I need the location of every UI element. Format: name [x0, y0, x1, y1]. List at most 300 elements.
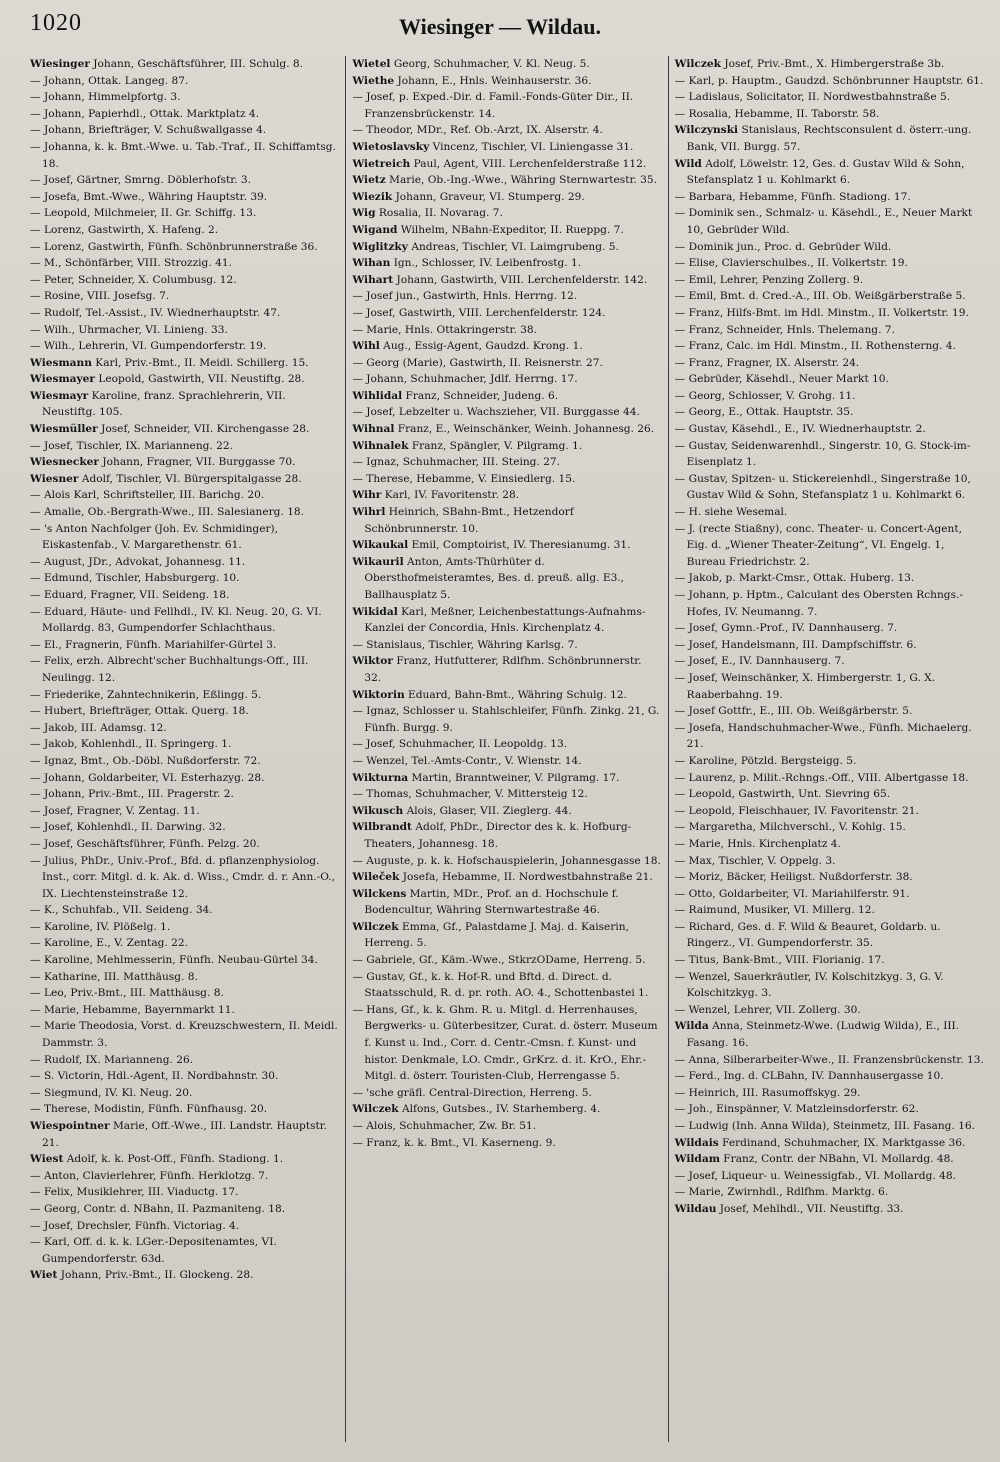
- entry-text: — Margaretha, Milchverschl., V. Kohlg. 15.: [674, 821, 906, 834]
- entry-surname: Wikusch: [352, 804, 404, 817]
- directory-entry: [30, 504, 339, 521]
- entry-text: — Dominik sen., Schmalz- u. Käsehdl., E., Neuer Markt 10, Gebrüder Wild.: [674, 207, 973, 236]
- directory-entry: [30, 637, 339, 654]
- entry-surname: Wihnalek: [352, 439, 409, 452]
- entry-text: — Johann, Himmelpfortg. 3.: [30, 91, 181, 104]
- directory-entry: [30, 935, 339, 952]
- directory-entry: [675, 869, 984, 886]
- entry-text: — Emil, Bmt. d. Cred.-A., III. Ob. Weißgärberstraße 5.: [674, 290, 966, 303]
- directory-entry: [675, 653, 984, 670]
- entry-text: — Josef, Handelsmann, III. Dampfschiffstr. 6.: [674, 638, 917, 651]
- entry-text: — Therese, Modistin, Fünfh. Fünfhausg. 20.: [30, 1103, 268, 1116]
- entry-text: — Franz, Hilfs-Bmt. im Hdl. Minstm., II. Volkertstr. 19.: [674, 306, 969, 319]
- directory-entry: [352, 305, 661, 322]
- directory-entry: [675, 272, 984, 289]
- entry-text: — Ignaz, Bmt., Ob.-Döbl. Nußdorferstr. 72.: [30, 754, 261, 767]
- entry-text: — Josef, Gymn.-Prof., IV. Dannhauserg. 7.: [674, 622, 898, 635]
- directory-entry: [30, 786, 339, 803]
- entry-text: — Josef jun., Gastwirth, Hnls. Herrng. 12.: [352, 290, 578, 303]
- directory-entry: [30, 305, 339, 322]
- directory-entry: [30, 952, 339, 969]
- entry-text: — Franz, Schneider, Hnls. Thelemang. 7.: [674, 323, 895, 336]
- directory-entry: [675, 886, 984, 903]
- entry-text: Ign., Schlosser, IV. Leibenfrostg. 1.: [393, 257, 582, 270]
- entry-text: — Joh., Einspänner, V. Matzleinsdorferstr. 62.: [674, 1103, 919, 1116]
- directory-entry: [30, 1234, 339, 1267]
- directory-entry: [675, 56, 984, 73]
- directory-entry: [30, 222, 339, 239]
- entry-surname: Wigand: [352, 223, 398, 236]
- directory-entry: [30, 803, 339, 820]
- directory-entry: [675, 1151, 984, 1168]
- entry-text: — Gustav, Seidenwarenhdl., Singerstr. 10, G. Stock-im-Eisenplatz 1.: [674, 439, 971, 469]
- entry-text: — Gustav, Gf., k. k. Hof-R. und Bftd. d. Direct. d. Staatsschuld, R. d. pr. roth. AO. 4., Schottenbastei 1.: [352, 970, 649, 1000]
- entry-surname: Wiesner: [30, 472, 79, 485]
- directory-entry: [30, 587, 339, 604]
- directory-entry: [30, 288, 339, 305]
- entry-text: — Anton, Clavierlehrer, Fünfh. Herklotzg. 7.: [30, 1169, 269, 1182]
- entry-surname: Wilbrandt: [352, 821, 412, 834]
- directory-entry: [30, 421, 339, 438]
- directory-entry: [30, 1151, 339, 1168]
- entry-text: Martin, Branntweiner, V. Pilgramg. 17.: [411, 771, 620, 784]
- entry-text: — Alois, Schuhmacher, Zw. Br. 51.: [352, 1120, 537, 1132]
- directory-entry: [675, 620, 984, 637]
- directory-entry: [675, 1068, 984, 1085]
- entry-text: — Josef, Liqueur- u. Weinessigfab., VI. Mollardg. 48.: [674, 1169, 956, 1182]
- directory-entry: [675, 305, 984, 322]
- directory-entry: [675, 239, 984, 256]
- entry-text: Adolf, Tischler, VI. Bürgerspitalgasse 28.: [81, 472, 302, 485]
- entry-text: Georg, Schuhmacher, V. Kl. Neug. 5.: [393, 58, 590, 70]
- directory-entry: [675, 1085, 984, 1102]
- directory-entry: [352, 653, 661, 686]
- directory-entry: [675, 122, 984, 155]
- entry-text: — Wenzel, Lehrer, VII. Zollerg. 30.: [674, 1003, 861, 1016]
- directory-entry: [352, 853, 661, 870]
- entry-text: — Georg, Schlosser, V. Grohg. 11.: [674, 389, 856, 402]
- entry-text: Josef, Priv.-Bmt., X. Himbergerstraße 3b.: [724, 58, 945, 70]
- entry-text: — Wilh., Lehrerin, VI. Gumpendorferstr. 19.: [30, 340, 267, 353]
- directory-entry: [675, 1184, 984, 1201]
- directory-entry: [30, 521, 339, 554]
- entry-text: Rosalia, II. Novarag. 7.: [378, 207, 503, 220]
- directory-entry: [675, 753, 984, 770]
- entry-text: Josef, Mehlhdl., VII. Neustiftg. 33.: [719, 1202, 904, 1215]
- entry-text: — Jakob, Kohlenhdl., II. Springerg. 1.: [30, 738, 232, 751]
- directory-entry: [675, 438, 984, 471]
- entry-text: — Siegmund, IV. Kl. Neug. 20.: [30, 1086, 193, 1099]
- directory-entry: [352, 404, 661, 421]
- directory-entry: [675, 288, 984, 305]
- entry-text: Adolf, Löwelstr. 12, Ges. d. Gustav Wild & Sohn, Stefansplatz 1 u. Kohlmarkt 6.: [686, 157, 965, 187]
- directory-entry: [30, 172, 339, 189]
- directory-entry: [30, 1184, 339, 1201]
- directory-entry: [30, 1218, 339, 1235]
- directory-entry: [675, 504, 984, 521]
- entry-text: — Wenzel, Tel.-Amts-Contr., V. Wienstr. 14.: [352, 754, 582, 767]
- directory-entry: [352, 1118, 661, 1135]
- entry-text: Johann, Gastwirth, VIII. Lerchenfelderstr. 142.: [396, 273, 648, 286]
- entry-text: Franz, E., Weinschänker, Weinh. Johannesg. 26.: [397, 423, 655, 436]
- entry-text: Franz, Schneider, Judeng. 6.: [405, 389, 559, 402]
- directory-entry: [352, 172, 661, 189]
- directory-entry: [675, 803, 984, 820]
- entry-text: — Stanislaus, Tischler, Währing Karlsg. 7.: [352, 638, 578, 651]
- entry-surname: Wiesmann: [30, 356, 92, 369]
- entry-text: Paul, Agent, VIII. Lerchenfelderstraße 112.: [413, 157, 647, 170]
- entry-text: — Ignaz, Schuhmacher, III. Steing. 27.: [352, 456, 561, 469]
- directory-entry: [30, 106, 339, 123]
- directory-entry: [352, 886, 661, 919]
- directory-entry: [675, 1052, 984, 1069]
- directory-entry: [675, 371, 984, 388]
- directory-entry: [30, 272, 339, 289]
- entry-text: Johann, E., Hnls. Weinhauserstr. 36.: [397, 74, 592, 87]
- entry-surname: Wikturna: [352, 771, 409, 784]
- entry-text: — Josef, Weinschänker, X. Himbergerstr. 1, G. X. Raaberbahng. 19.: [674, 671, 936, 701]
- directory-entry: [352, 952, 661, 969]
- entry-text: — El., Fragnerin, Fünfh. Mariahilfer-Gürtel 3.: [30, 638, 277, 651]
- entry-text: — Rosalia, Hebamme, II. Taborstr. 58.: [674, 107, 880, 120]
- directory-entry: [30, 1118, 339, 1151]
- entry-text: — Lorenz, Gastwirth, Fünfh. Schönbrunnerstraße 36.: [30, 240, 318, 253]
- entry-text: — Johann, p. Hptm., Calculant des Obersten Rchngs.-Hofes, IV. Neumanng. 7.: [674, 589, 963, 618]
- entry-text: Adolf, PhDr., Director des k. k. Hofburg-Theaters, Johannesg. 18.: [364, 821, 632, 850]
- directory-entry: [352, 819, 661, 852]
- directory-entry: [30, 56, 339, 73]
- entry-text: — Leopold, Gastwirth, Unt. Sievring 65.: [674, 788, 891, 801]
- entry-text: Josefa, Hebamme, II. Nordwestbahnstraße 21.: [402, 871, 653, 884]
- entry-text: Emma, Gf., Palastdame J. Maj. d. Kaiserin, Herreng. 5.: [364, 920, 629, 950]
- entry-text: Marie, Ob.-Ing.-Wwe., Währing Sternwartestr. 35.: [389, 174, 657, 187]
- directory-entry: [675, 205, 984, 238]
- directory-entry: [30, 205, 339, 222]
- entry-text: — Rudolf, Tel.-Assist., IV. Wiednerhauptstr. 47.: [30, 306, 281, 319]
- directory-entry: [30, 1267, 339, 1284]
- entry-text: Johann, Graveur, VI. Stumperg. 29.: [395, 190, 585, 203]
- directory-entry: [352, 288, 661, 305]
- entry-text: — Leopold, Fleischhauer, IV. Favoritenstr. 21.: [674, 804, 919, 817]
- entry-surname: Wiktor: [352, 655, 393, 668]
- page-number: 1020: [30, 10, 82, 36]
- entry-text: Johann, Fragner, VII. Burggasse 70.: [102, 456, 296, 469]
- entry-text: — Marie, Zwirnhdl., Rdlfhm. Marktg. 6.: [674, 1186, 889, 1199]
- entry-text: — Georg (Marie), Gastwirth, II. Reisnerstr. 27.: [352, 356, 603, 369]
- directory-entry: [675, 770, 984, 787]
- directory-entry: [352, 869, 661, 886]
- directory-entry: [30, 853, 339, 903]
- directory-entry: [352, 969, 661, 1002]
- entry-text: — Laurenz, p. Milit.-Rchngs.-Off., VIII. Albertgasse 18.: [674, 771, 969, 784]
- entry-text: Anton, Amts-Thürhüter d. Obersthofmeisteramtes, Bes. d. preuß. allg. E3., Ballhausplatz 5.: [364, 555, 625, 601]
- entry-text: Martin, MDr., Prof. an d. Hochschule f. Bodencultur, Währing Sternwartestraße 46.: [364, 887, 619, 917]
- directory-entry: [30, 836, 339, 853]
- directory-entry: [352, 1002, 661, 1085]
- entry-surname: Wikauril: [352, 555, 404, 568]
- entry-text: — Felix, erzh. Albrecht'scher Buchhaltungs-Off., III. Neulingg. 12.: [30, 655, 309, 684]
- directory-entry: [30, 139, 339, 172]
- entry-text: — Alois Karl, Schriftsteller, III. Barichg. 20.: [30, 489, 265, 502]
- directory-entry: [675, 1168, 984, 1185]
- directory-entry: [30, 239, 339, 256]
- entry-text: — August, JDr., Advokat, Johannesg. 11.: [30, 555, 246, 568]
- entry-text: — Eduard, Häute- und Fellhdl., IV. Kl. Neug. 20, G. VI. Mollardg. 83, Gumpendorfer Schlachthaus.: [30, 605, 322, 635]
- directory-entry: [30, 1168, 339, 1185]
- entry-text: — Emil, Lehrer, Penzing Zollerg. 9.: [674, 273, 864, 286]
- running-head: Wiesinger — Wildau.: [399, 14, 601, 39]
- entry-text: Josef, Schneider, VII. Kirchengasse 28.: [101, 423, 310, 436]
- entry-surname: Wiezik: [352, 190, 393, 203]
- entry-text: Aug., Essig-Agent, Gaudzd. Krong. 1.: [383, 340, 583, 353]
- directory-entry: [675, 1135, 984, 1152]
- directory-entry: [30, 73, 339, 90]
- columns: [24, 56, 990, 1442]
- entry-text: — K., Schuhfab., VII. Seideng. 34.: [30, 904, 213, 917]
- directory-entry: [30, 388, 339, 421]
- entry-text: — Karoline, IV. Plößelg. 1.: [30, 920, 171, 933]
- entry-text: — Gustav, Käsehdl., E., IV. Wiednerhauptstr. 2.: [674, 423, 926, 436]
- entry-text: — Rosine, VIII. Josefsg. 7.: [30, 290, 170, 303]
- directory-entry: [352, 139, 661, 156]
- entry-text: — Georg, Contr. d. NBahn, II. Pazmaniteng. 18.: [30, 1202, 286, 1215]
- directory-entry: [30, 1002, 339, 1019]
- directory-entry: [675, 355, 984, 372]
- entry-surname: Wikaukal: [352, 539, 409, 552]
- entry-surname: Wiglitzky: [352, 240, 408, 253]
- entry-surname: Wilczek: [674, 58, 721, 70]
- directory-entry: [30, 487, 339, 504]
- entry-surname: Wietz: [352, 174, 386, 187]
- entry-text: — Ferd., Ing. d. CLBahn, IV. Dannhausergasse 10.: [674, 1070, 944, 1083]
- directory-entry: [30, 1101, 339, 1118]
- column-3: [668, 56, 990, 1442]
- directory-entry: [352, 56, 661, 73]
- entry-text: — Jakob, III. Adamsg. 12.: [30, 721, 167, 734]
- entry-text: — M., Schönfärber, VIII. Strozzig. 41.: [30, 257, 232, 270]
- entry-text: Karoline, franz. Sprachlehrerin, VII. Neustiftg. 105.: [42, 389, 286, 419]
- directory-entry: [352, 703, 661, 736]
- directory-entry: [30, 687, 339, 704]
- entry-surname: Wihlidal: [352, 389, 403, 402]
- entry-surname: Wiet: [30, 1269, 58, 1282]
- directory-entry: [352, 338, 661, 355]
- directory-entry: [675, 404, 984, 421]
- entry-text: — Marie, Hebamme, Bayernmarkt 11.: [30, 1003, 235, 1016]
- directory-entry: [30, 753, 339, 770]
- directory-entry: [352, 272, 661, 289]
- directory-entry: [675, 819, 984, 836]
- entry-text: — Therese, Hebamme, V. Einsiedlerg. 15.: [352, 472, 576, 485]
- entry-text: — Felix, Musiklehrer, III. Viaductg. 17.: [30, 1186, 239, 1199]
- directory-entry: [675, 322, 984, 339]
- entry-text: — Johann, Priv.-Bmt., III. Pragerstr. 2.: [30, 788, 234, 801]
- entry-text: — Julius, PhDr., Univ.-Prof., Bfd. d. pflanzenphysiolog. Inst., corr. Mitgl. d. k. Ak. d. Wiss., Cmdr. d. r. Ann.-O., IX. Liechtensteinstraße 12.: [30, 854, 336, 900]
- entry-text: — Friederike, Zahntechnikerin, Eßlingg. 5.: [30, 688, 262, 701]
- directory-entry: [30, 1018, 339, 1051]
- entry-text: — Josef, p. Exped.-Dir. d. Famil.-Fonds-Güter Dir., II. Franzensbrückenstr. 14.: [352, 91, 634, 120]
- directory-entry: [30, 471, 339, 488]
- entry-surname: Wiesmüller: [30, 423, 98, 436]
- entry-text: Karl, Meßner, Leichenbestattungs-Aufnahms-Kanzlei der Concordia, Hnls. Kirchenplatz 4.: [364, 605, 646, 635]
- entry-text: — Johann, Schuhmacher, Jdlf. Herrng. 17.: [352, 373, 578, 386]
- entry-text: — Karoline, Pötzld. Bergsteigg. 5.: [674, 754, 857, 767]
- directory-entry: [352, 803, 661, 820]
- directory-entry: [30, 1068, 339, 1085]
- entry-text: — Johann, Briefträger, V. Schußwallgasse 4.: [30, 124, 267, 137]
- entry-text: — Marie, Hnls. Kirchenplatz 4.: [674, 837, 841, 850]
- entry-text: — Josef, Geschäftsführer, Fünfh. Pelzg. 20.: [30, 837, 260, 850]
- entry-text: — Leo, Priv.-Bmt., III. Matthäusg. 8.: [30, 987, 224, 1000]
- entry-text: — Katharine, III. Matthäusg. 8.: [30, 970, 198, 983]
- directory-entry: [352, 388, 661, 405]
- directory-entry: [352, 454, 661, 471]
- directory-entry: [30, 985, 339, 1002]
- directory-entry: [675, 952, 984, 969]
- entry-text: Alfons, Gutsbes., IV. Starhemberg. 4.: [402, 1103, 601, 1116]
- directory-entry: [30, 89, 339, 106]
- entry-text: — Moriz, Bäcker, Heiligst. Nußdorferstr. 38.: [674, 871, 913, 884]
- entry-text: Ferdinand, Schuhmacher, IX. Marktgasse 36.: [722, 1136, 966, 1149]
- entry-surname: Wildam: [674, 1153, 720, 1166]
- entry-surname: Wild: [674, 157, 702, 170]
- entry-text: — Thomas, Schuhmacher, V. Mittersteig 12.: [352, 788, 588, 801]
- directory-entry: [675, 587, 984, 620]
- entry-text: — H. siehe Wesemal.: [674, 506, 788, 519]
- directory-entry: [675, 338, 984, 355]
- entry-text: Leopold, Gastwirth, VII. Neustiftg. 28.: [98, 373, 305, 386]
- entry-text: — Titus, Bank-Bmt., VIII. Florianig. 17.: [674, 954, 885, 967]
- entry-surname: Wihnal: [352, 423, 395, 436]
- directory-entry: [30, 1201, 339, 1218]
- entry-text: Karl, IV. Favoritenstr. 28.: [384, 489, 520, 502]
- entry-text: Eduard, Bahn-Bmt., Währing Schulg. 12.: [408, 688, 627, 701]
- entry-text: — 'sche gräfl. Central-Direction, Herreng. 5.: [352, 1086, 592, 1099]
- entry-text: — Wilh., Uhrmacher, VI. Linieng. 33.: [30, 323, 228, 336]
- entry-text: — Eduard, Fragner, VII. Seideng. 18.: [30, 589, 230, 601]
- directory-entry: [352, 73, 661, 90]
- directory-entry: [352, 770, 661, 787]
- entry-surname: Wihr: [352, 489, 382, 502]
- directory-entry: [352, 89, 661, 122]
- directory-entry: [675, 421, 984, 438]
- directory-entry: [30, 255, 339, 272]
- entry-text: Emil, Comptoirist, IV. Theresianumg. 31.: [411, 539, 631, 552]
- entry-text: — Lorenz, Gastwirth, X. Hafeng. 2.: [30, 223, 219, 236]
- entry-text: — Dominik jun., Proc. d. Gebrüder Wild.: [674, 240, 892, 253]
- directory-entry: [352, 189, 661, 206]
- directory-entry: [352, 122, 661, 139]
- directory-entry: [30, 1052, 339, 1069]
- directory-entry: [675, 388, 984, 405]
- entry-surname: Wiesinger: [30, 58, 90, 70]
- directory-entry: [352, 222, 661, 239]
- entry-text: — Raimund, Musiker, VI. Millerg. 12.: [674, 904, 875, 917]
- entry-text: — Josefa, Handschuhmacher-Wwe., Fünfh. Michaelerg. 21.: [674, 721, 972, 751]
- entry-text: Alois, Glaser, VII. Zieglerg. 44.: [406, 804, 572, 817]
- entry-surname: Wiethe: [352, 74, 395, 87]
- entry-text: — Josef, Tischler, IX. Marianneng. 22.: [30, 439, 234, 452]
- directory-entry: [30, 819, 339, 836]
- directory-entry: [30, 554, 339, 571]
- entry-surname: Wikidal: [352, 605, 398, 618]
- entry-surname: Wihl: [352, 340, 380, 353]
- directory-entry: [675, 1018, 984, 1051]
- directory-entry: [352, 1135, 661, 1152]
- directory-entry: [30, 902, 339, 919]
- entry-text: — Josef, Gastwirth, VIII. Lerchenfelderstr. 124.: [352, 306, 606, 319]
- directory-entry: [352, 1101, 661, 1118]
- directory-entry: [30, 122, 339, 139]
- entry-text: — Ludwig (Inh. Anna Wilda), Steinmetz, III. Fasang. 16.: [674, 1120, 976, 1132]
- entry-text: — Auguste, p. k. k. Hofschauspielerin, Johannesgasse 18.: [352, 854, 661, 867]
- directory-entry: [352, 487, 661, 504]
- directory-entry: [352, 255, 661, 272]
- entry-text: — Franz, Calc. im Hdl. Minstm., II. Rothensterng. 4.: [674, 340, 956, 353]
- entry-text: — Otto, Goldarbeiter, VI. Mariahilferstr. 91.: [674, 887, 910, 900]
- entry-surname: Wietreich: [352, 157, 411, 170]
- entry-text: Franz, Spängler, V. Pilgramg. 1.: [411, 439, 583, 452]
- directory-entry: [352, 156, 661, 173]
- entry-text: — Johann, Papierhdl., Ottak. Marktplatz 4.: [30, 107, 260, 120]
- entry-text: Johann, Priv.-Bmt., II. Glockeng. 28.: [60, 1269, 254, 1282]
- entry-text: — Marie, Hnls. Ottakringerstr. 38.: [352, 323, 538, 336]
- directory-entry: [675, 1002, 984, 1019]
- directory-entry: [30, 969, 339, 986]
- directory-entry: [675, 156, 984, 189]
- entry-surname: Wilczynski: [674, 124, 739, 137]
- entry-surname: Wietoslavsky: [352, 140, 430, 153]
- entry-text: — Elise, Clavierschulbes., II. Volkertstr. 19.: [674, 257, 908, 270]
- entry-surname: Wildau: [674, 1202, 717, 1215]
- entry-text: Johann, Geschäftsführer, III. Schulg. 8.: [93, 58, 303, 70]
- directory-entry: [352, 438, 661, 455]
- directory-entry: [675, 89, 984, 106]
- directory-entry: [675, 1101, 984, 1118]
- directory-entry: [352, 355, 661, 372]
- entry-surname: Wiest: [30, 1153, 64, 1166]
- entry-text: Adolf, k. k. Post-Off., Fünfh. Stadiong. 1.: [66, 1153, 284, 1166]
- entry-text: — Peter, Schneider, X. Columbusg. 12.: [30, 273, 237, 286]
- entry-text: — Heinrich, III. Rasumoffskyg. 29.: [674, 1086, 861, 1099]
- entry-text: — Franz, Fragner, IX. Alserstr. 24.: [674, 356, 860, 369]
- entry-text: — Amalie, Ob.-Bergrath-Wwe., III. Salesianerg. 18.: [30, 506, 305, 519]
- directory-entry: [675, 703, 984, 720]
- directory-entry: [675, 853, 984, 870]
- entry-text: — Wenzel, Sauerkräutler, IV. Kolschitzkyg. 3, G. V. Kolschitzkyg. 3.: [674, 970, 944, 1000]
- entry-text: — Anna, Silberarbeiter-Wwe., II. Franzensbrückenstr. 13.: [674, 1053, 984, 1066]
- directory-entry: [352, 687, 661, 704]
- directory-entry: [675, 73, 984, 90]
- directory-entry: [352, 919, 661, 952]
- entry-text: — Hubert, Briefträger, Ottak. Querg. 18.: [30, 705, 249, 718]
- entry-text: — Karoline, Mehlmesserin, Fünfh. Neubau-Gürtel 34.: [30, 954, 318, 967]
- directory-entry: [352, 554, 661, 604]
- directory-entry: [30, 1085, 339, 1102]
- directory-entry: [30, 604, 339, 637]
- entry-text: — Johann, Ottak. Langeg. 87.: [30, 74, 189, 87]
- entry-surname: Wietel: [352, 58, 391, 70]
- directory-entry: [30, 355, 339, 372]
- entry-text: — Jakob, p. Markt-Cmsr., Ottak. Huberg. 13.: [674, 572, 915, 585]
- entry-surname: Wiktorin: [352, 688, 405, 701]
- directory-entry: [675, 637, 984, 654]
- directory-entry: [30, 736, 339, 753]
- entry-surname: Wildais: [674, 1136, 719, 1149]
- entry-text: — Ignaz, Schlosser u. Stahlschleifer, Fünfh. Zinkg. 21, G. Fünfh. Burgg. 9.: [352, 705, 660, 734]
- entry-text: — Rudolf, IX. Marianneng. 26.: [30, 1053, 194, 1066]
- entry-text: — Josefa, Bmt.-Wwe., Währing Hauptstr. 39.: [30, 190, 268, 203]
